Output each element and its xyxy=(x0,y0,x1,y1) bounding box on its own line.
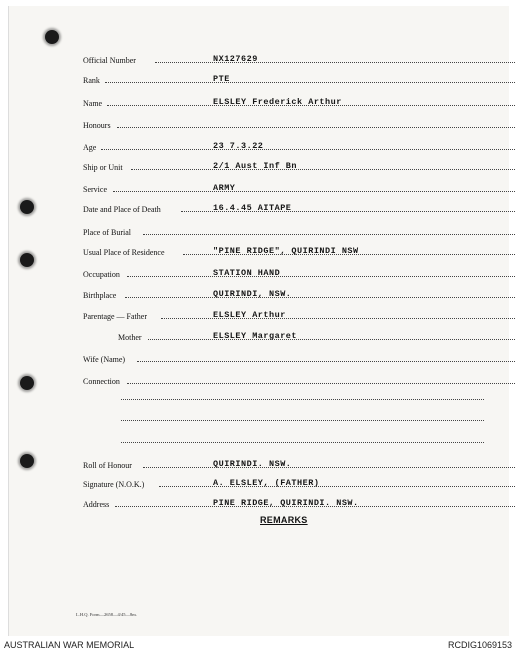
occupation-label: Occupation xyxy=(83,270,120,279)
punch-hole xyxy=(20,454,34,468)
name-value: ELSLEY Frederick Arthur xyxy=(213,97,342,107)
unit-value: 2/1 Aust Inf Bn xyxy=(213,161,298,171)
punch-hole xyxy=(20,376,34,390)
residence-value: "PINE RIDGE", QUIRINDI NSW xyxy=(213,246,359,256)
footer-archive-name: AUSTRALIAN WAR MEMORIAL xyxy=(4,640,135,650)
residence-label: Usual Place of Residence xyxy=(83,248,165,257)
name-label: Name xyxy=(83,99,103,108)
form-print-code: L.H.Q. Form—2658—4/45—8m. xyxy=(76,612,137,617)
connection-label: Connection xyxy=(83,377,120,386)
address-label: Address xyxy=(83,500,110,509)
honours-label: Honours xyxy=(83,121,111,130)
age-label: Age xyxy=(83,143,97,152)
official-number-value: NX127629 xyxy=(213,54,258,64)
death-value: 16.4.45 AITAPE xyxy=(213,203,292,213)
official-number-label: Official Number xyxy=(83,56,136,65)
roll-value: QUIRINDI. NSW. xyxy=(213,459,292,469)
age-value: 23 7.3.22 xyxy=(213,141,264,151)
signature-value: A. ELSLEY, (FATHER) xyxy=(213,478,320,488)
footer-record-id: RCDIG1069153 xyxy=(447,640,512,650)
wife-label: Wife (Name) xyxy=(83,355,126,364)
rank-value: PTE xyxy=(213,74,230,84)
blank-line xyxy=(121,420,484,421)
father-label: Parentage — Father xyxy=(83,312,147,321)
father-value: ELSLEY Arthur xyxy=(213,310,286,320)
blank-line xyxy=(121,442,484,443)
remarks-heading: REMARKS xyxy=(260,515,308,525)
birthplace-value: QUIRINDI, NSW. xyxy=(213,289,292,299)
blank-line xyxy=(121,399,484,400)
rank-label: Rank xyxy=(83,76,100,85)
signature-label: Signature (N.O.K.) xyxy=(83,480,145,489)
birthplace-label: Birthplace xyxy=(83,291,117,300)
service-label: Service xyxy=(83,185,107,194)
unit-label: Ship or Unit xyxy=(83,163,123,172)
address-value: PINE RIDGE, QUIRINDI. NSW. xyxy=(213,498,359,508)
mother-label: Mother xyxy=(118,333,142,342)
punch-hole xyxy=(20,200,34,214)
occupation-value: STATION HAND xyxy=(213,268,281,278)
punch-hole xyxy=(20,253,34,267)
service-value: ARMY xyxy=(213,183,236,193)
burial-label: Place of Burial xyxy=(83,228,131,237)
roll-label: Roll of Honour xyxy=(83,461,132,470)
punch-hole xyxy=(45,30,59,44)
death-label: Date and Place of Death xyxy=(83,205,161,214)
mother-value: ELSLEY Margaret xyxy=(213,331,298,341)
